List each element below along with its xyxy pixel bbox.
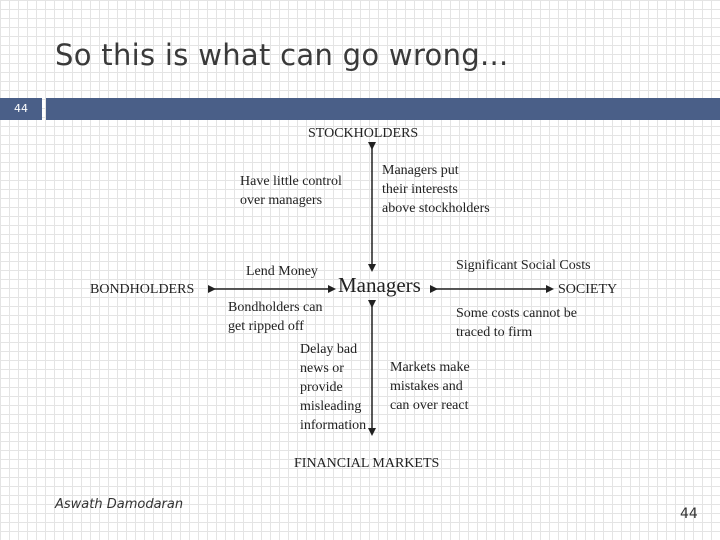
node-bondholders: BONDHOLDERS [90,282,195,297]
node-financial-markets: FINANCIAL MARKETS [294,456,440,471]
label-costs-not-traced: Some costs cannot be traced to firm [456,306,577,340]
label-little-control: Have little control over managers [240,174,342,208]
footer-page-number: 44 [680,506,698,522]
node-stockholders: STOCKHOLDERS [308,126,419,141]
label-significant-social-costs: Significant Social Costs [456,258,591,273]
slide-number-badge: 44 [0,98,42,120]
slide-title: So this is what can go wrong... [55,38,509,72]
label-managers-put-interests: Managers put their interests above stockholders [382,163,490,216]
node-managers: Managers [338,273,421,297]
label-markets-make-mistakes: Markets make mistakes and can over react [390,360,470,413]
label-lend-money: Lend Money [246,264,318,279]
node-society: SOCIETY [558,282,618,297]
label-bondholders-ripped-off: Bondholders can get ripped off [228,300,323,334]
footer-author: Aswath Damodaran [55,497,184,512]
label-delay-bad-news: Delay bad news or provide misleading information [300,342,367,433]
